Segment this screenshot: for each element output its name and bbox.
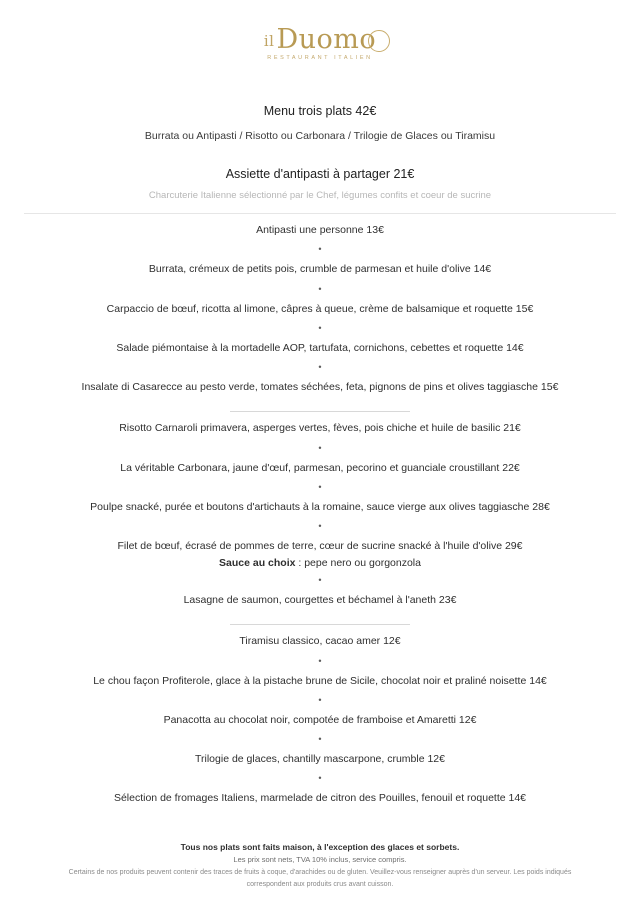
set-menu-title: Menu trois plats 42€ xyxy=(263,104,377,118)
bullet-separator: • xyxy=(318,734,322,745)
list-item: Trilogie de glaces, chantilly mascarpone, crumble 12€ xyxy=(195,753,445,766)
list-item: Tiramisu classico, cacao amer 12€ xyxy=(239,635,401,648)
list-item: Sélection de fromages Italiens, marmelade de citron des Pouilles, fenouil et roquette 14€ xyxy=(113,792,527,805)
mains-section xyxy=(24,421,616,608)
sauce-choice-options: : pepe nero ou gorgonzola xyxy=(295,557,421,570)
divider xyxy=(24,213,616,214)
list-item: Insalate di Casarecce au pesto verde, tomates séchées, feta, pignons de pins et olives taggiasche 15€ xyxy=(81,381,559,394)
bullet-separator: • xyxy=(318,244,322,255)
footer-allergen-note: Certains de nos produits peuvent contenir des traces de fruits à coque, d'arachides ou de gluten. Veuillez-vous renseigner auprès d'un serveur. Les poids indiqués xyxy=(68,869,572,877)
restaurant-logo xyxy=(24,0,616,88)
bullet-separator: • xyxy=(318,442,322,453)
section-divider xyxy=(230,624,410,625)
list-item: Le chou façon Profiterole, glace à la pistache brune de Sicile, chocolat noir et praliné noisette 14€ xyxy=(93,674,547,687)
footer-price-note: Les prix sont nets, TVA 10% inclus, service compris. xyxy=(233,855,407,865)
list-item: Panacotta au chocolat noir, compotée de framboise et Amaretti 12€ xyxy=(163,713,477,726)
logo-wordmark xyxy=(264,26,376,62)
list-item: La véritable Carbonara, jaune d'œuf, parmesan, pecorino et guanciale croustillant 22€ xyxy=(120,461,520,474)
list-item: Lasagne de saumon, courgettes et béchamel à l'aneth 23€ xyxy=(183,594,457,607)
sauce-choice-label: Sauce au choix xyxy=(219,557,296,570)
list-item: Carpaccio de bœuf, ricotta al limone, câpres à queue, crème de balsamique et roquette 15€ xyxy=(106,302,534,315)
logo-tagline: RESTAURANT ITALIEN xyxy=(267,55,373,61)
desserts-section xyxy=(24,634,616,806)
circle-icon xyxy=(368,30,390,52)
logo-prefix: il xyxy=(263,32,275,50)
sharing-platter-title: Assiette d'antipasti à partager 21€ xyxy=(225,166,415,181)
bullet-separator: • xyxy=(318,773,322,784)
bullet-separator: • xyxy=(318,575,322,586)
bullet-separator: • xyxy=(318,362,322,373)
footer-weight-note: correspondent aux produits crus avant cuisson. xyxy=(246,881,394,889)
sauce-choice-note xyxy=(24,557,616,569)
list-item: Filet de bœuf, écrasé de pommes de terre, cœur de sucrine snacké à l'huile d'olive 29€ xyxy=(117,540,523,552)
list-item: Antipasti une personne 13€ xyxy=(256,224,384,237)
bullet-separator: • xyxy=(318,655,322,666)
logo-name: Duomo xyxy=(276,24,377,55)
bullet-separator: • xyxy=(318,694,322,705)
logo-text xyxy=(264,26,376,53)
set-menu-subtitle: Burrata ou Antipasti / Risotto ou Carbonara / Trilogie de Glaces ou Tiramisu xyxy=(144,129,496,142)
list-item: Salade piémontaise à la mortadelle AOP, tartufata, cornichons, cebettes et roquette 14€ xyxy=(116,341,524,354)
bullet-separator: • xyxy=(318,322,322,333)
bullet-separator: • xyxy=(318,481,322,492)
bullet-separator: • xyxy=(318,521,322,531)
list-item: Poulpe snacké, purée et boutons d'artichauts à la romaine, sauce vierge aux olives taggiasche 28€ xyxy=(90,500,550,513)
footer-homemade-note: Tous nos plats sont faits maison, à l'exception des glaces et sorbets. xyxy=(180,841,460,852)
list-item: Burrata, crémeux de petits pois, crumble de parmesan et huile d'olive 14€ xyxy=(148,263,492,276)
list-item: Risotto Carnaroli primavera, asperges vertes, fèves, pois chiche et huile de basilic 21€ xyxy=(119,422,521,435)
bullet-separator: • xyxy=(318,283,322,294)
footer xyxy=(24,841,616,891)
starters-section xyxy=(24,223,616,395)
section-divider xyxy=(230,411,410,412)
sharing-platter-subtitle: Charcuterie Italienne sélectionné par le Chef, légumes confits et coeur de sucrine xyxy=(148,190,492,202)
